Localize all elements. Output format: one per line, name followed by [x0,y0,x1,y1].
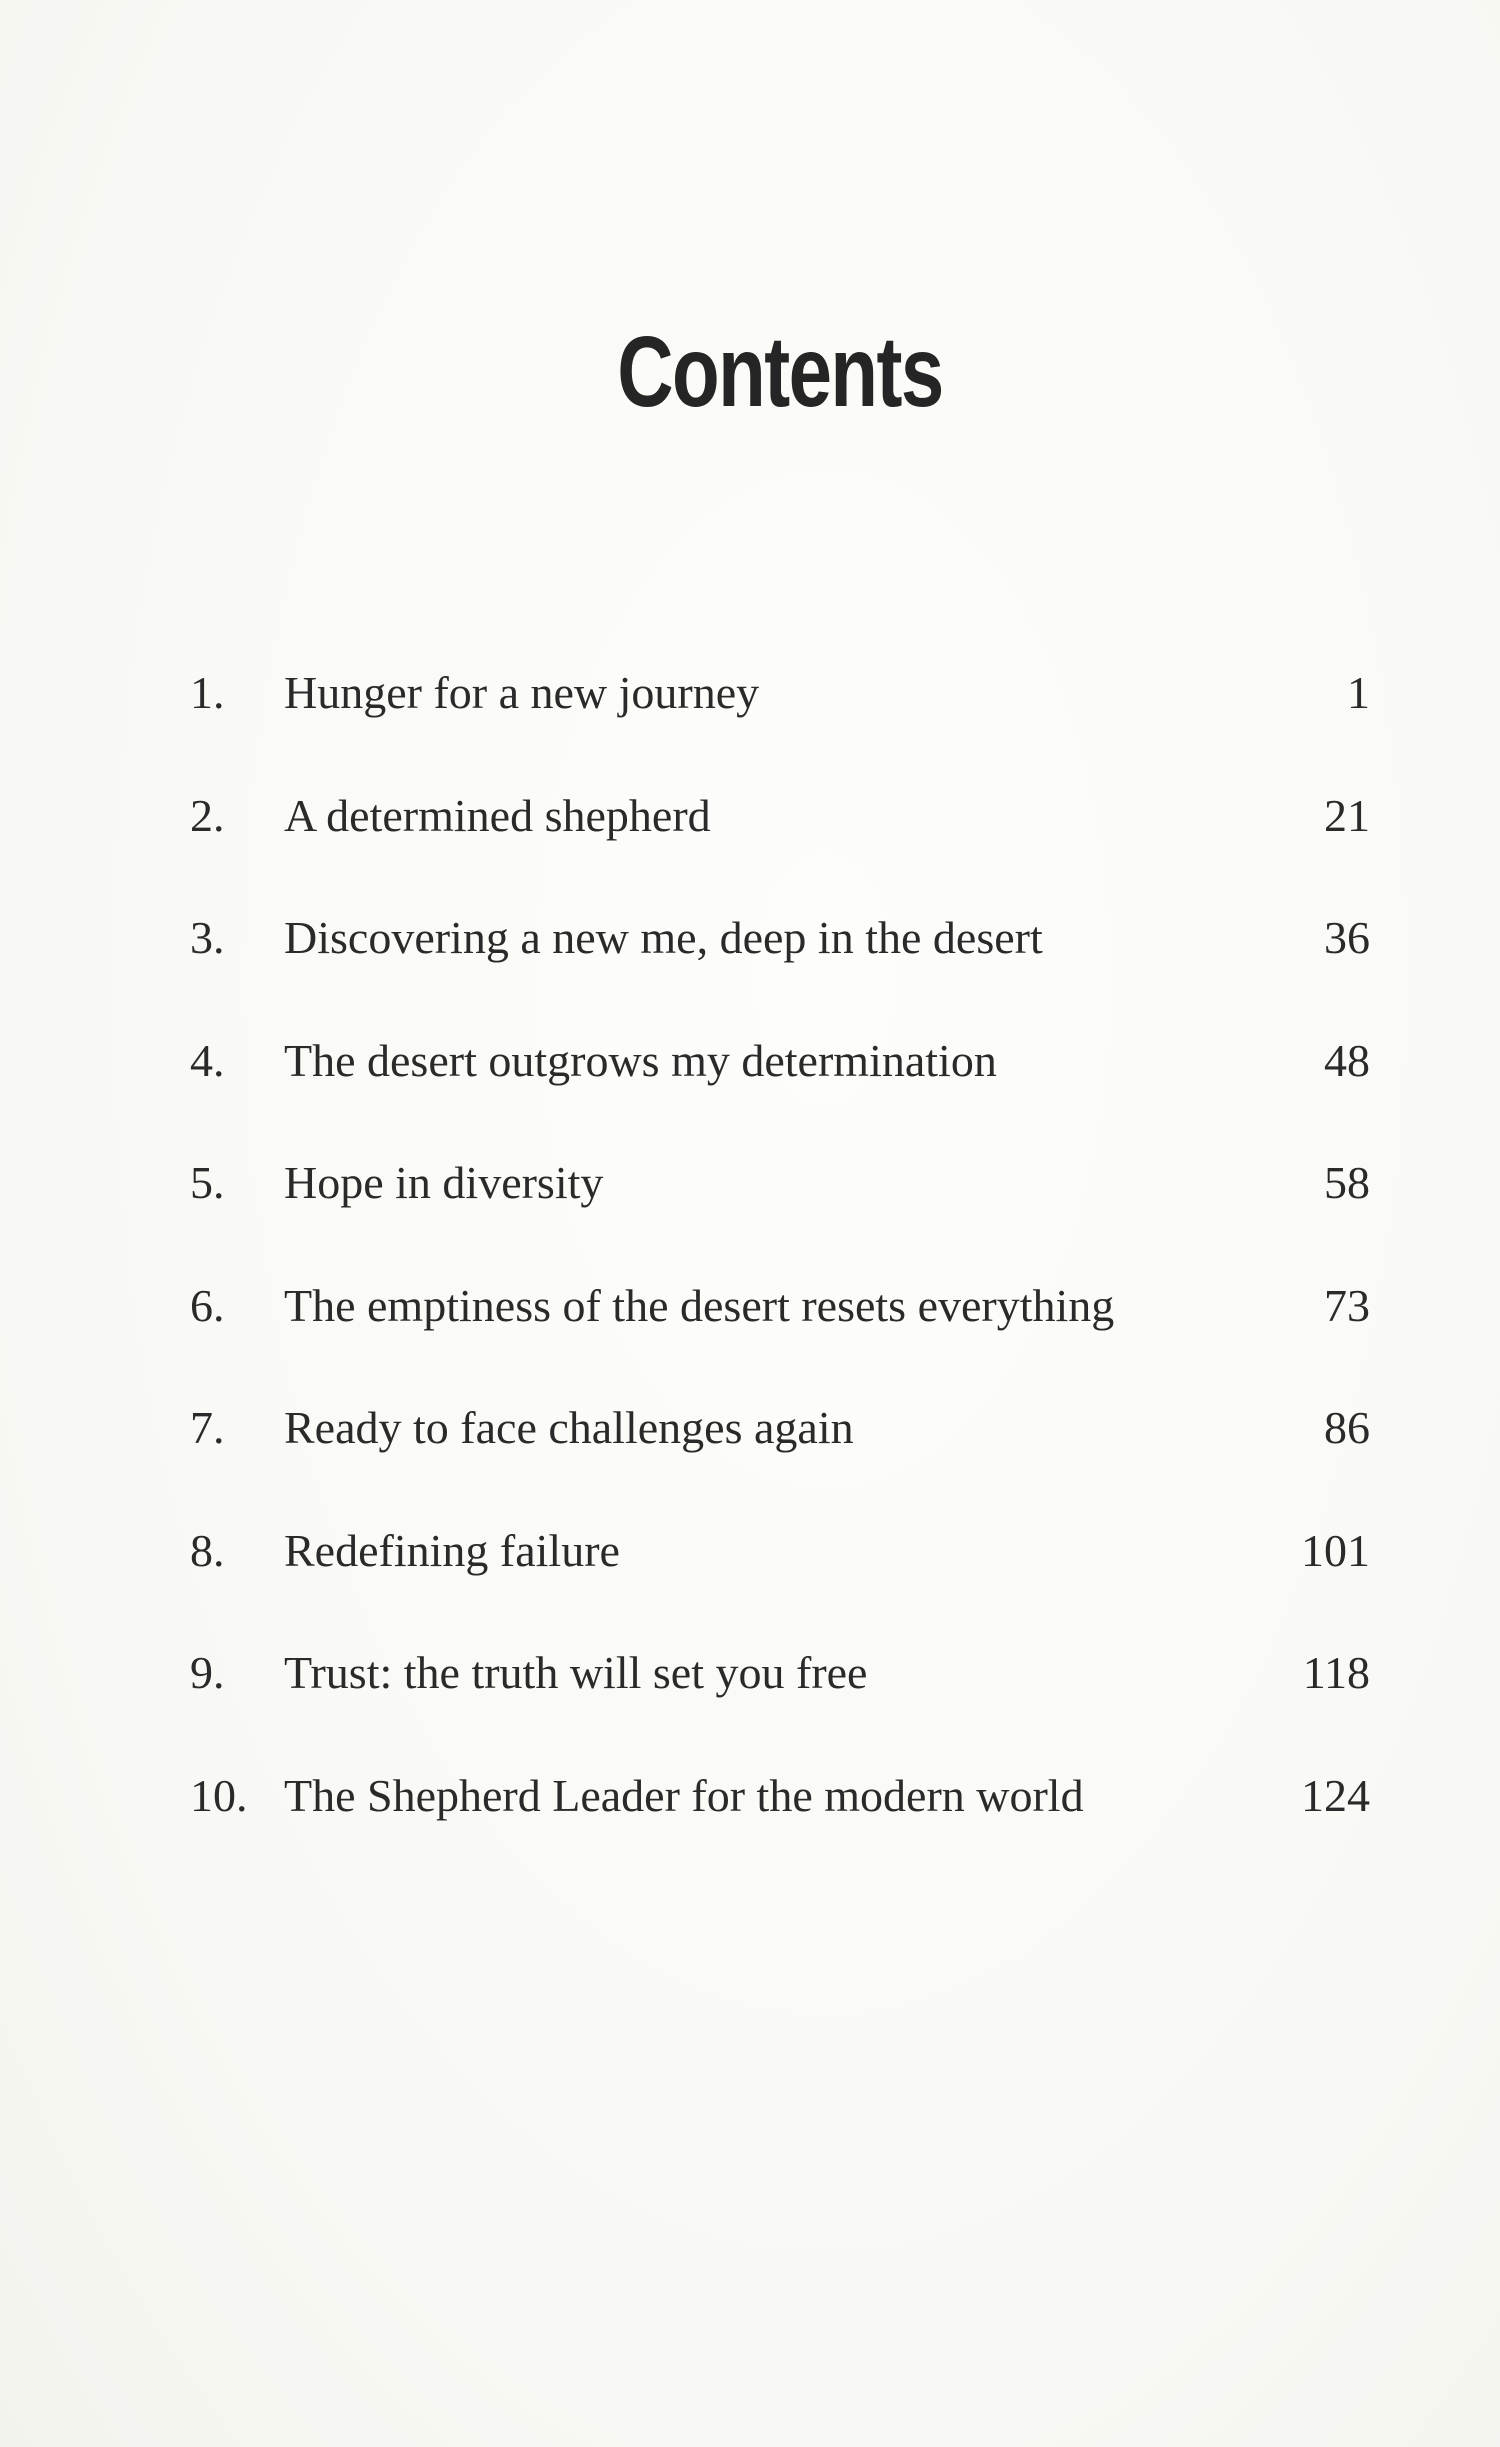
chapter-number: 4. [190,1034,225,1086]
chapter-number: 2. [190,789,225,841]
page-number: 21 [1324,789,1370,841]
chapter-number: 10. [190,1769,248,1821]
page-number: 86 [1324,1402,1370,1453]
chapter-number: 5. [190,1157,225,1208]
toc-entry-3 [190,912,1370,1038]
chapter-number: 1. [190,667,225,718]
chapter-number: 3. [190,912,225,963]
page-title: Contents [617,316,943,428]
chapter-title: The desert outgrows my determination [284,1034,997,1086]
toc-entry-5 [190,1157,1370,1283]
page-number: 36 [1324,912,1370,963]
toc-entry-8 [190,1524,1370,1651]
page-number: 124 [1301,1769,1370,1821]
chapter-title: The emptiness of the desert resets everything [284,1279,1115,1331]
chapter-title: Discovering a new me, deep in the desert [284,912,1043,963]
page-number: 101 [1301,1524,1370,1576]
page-number: 58 [1324,1157,1370,1208]
toc-entry-4 [190,1034,1370,1161]
toc-entry-2 [190,789,1370,916]
page-number: 48 [1324,1034,1370,1086]
chapter-title: Redefining failure [284,1524,620,1576]
chapter-number: 6. [190,1279,225,1331]
page-number: 1 [1347,667,1370,718]
chapter-number: 9. [190,1647,225,1698]
table-of-contents [190,667,1370,1895]
page-number: 73 [1324,1279,1370,1331]
toc-entry-10 [190,1769,1370,1896]
toc-entry-9 [190,1647,1370,1773]
toc-entry-1 [190,667,1370,793]
chapter-title: Hunger for a new journey [284,667,760,718]
chapter-title: A determined shepherd [284,789,711,841]
chapter-title: Hope in diversity [284,1157,604,1208]
page-number: 118 [1302,1647,1370,1698]
chapter-number: 8. [190,1524,225,1576]
chapter-title: Trust: the truth will set you free [284,1647,868,1698]
chapter-title: Ready to face challenges again [284,1402,854,1453]
chapter-number: 7. [190,1402,225,1453]
toc-entry-7 [190,1402,1370,1528]
toc-entry-6 [190,1279,1370,1406]
chapter-title: The Shepherd Leader for the modern world [284,1769,1084,1821]
